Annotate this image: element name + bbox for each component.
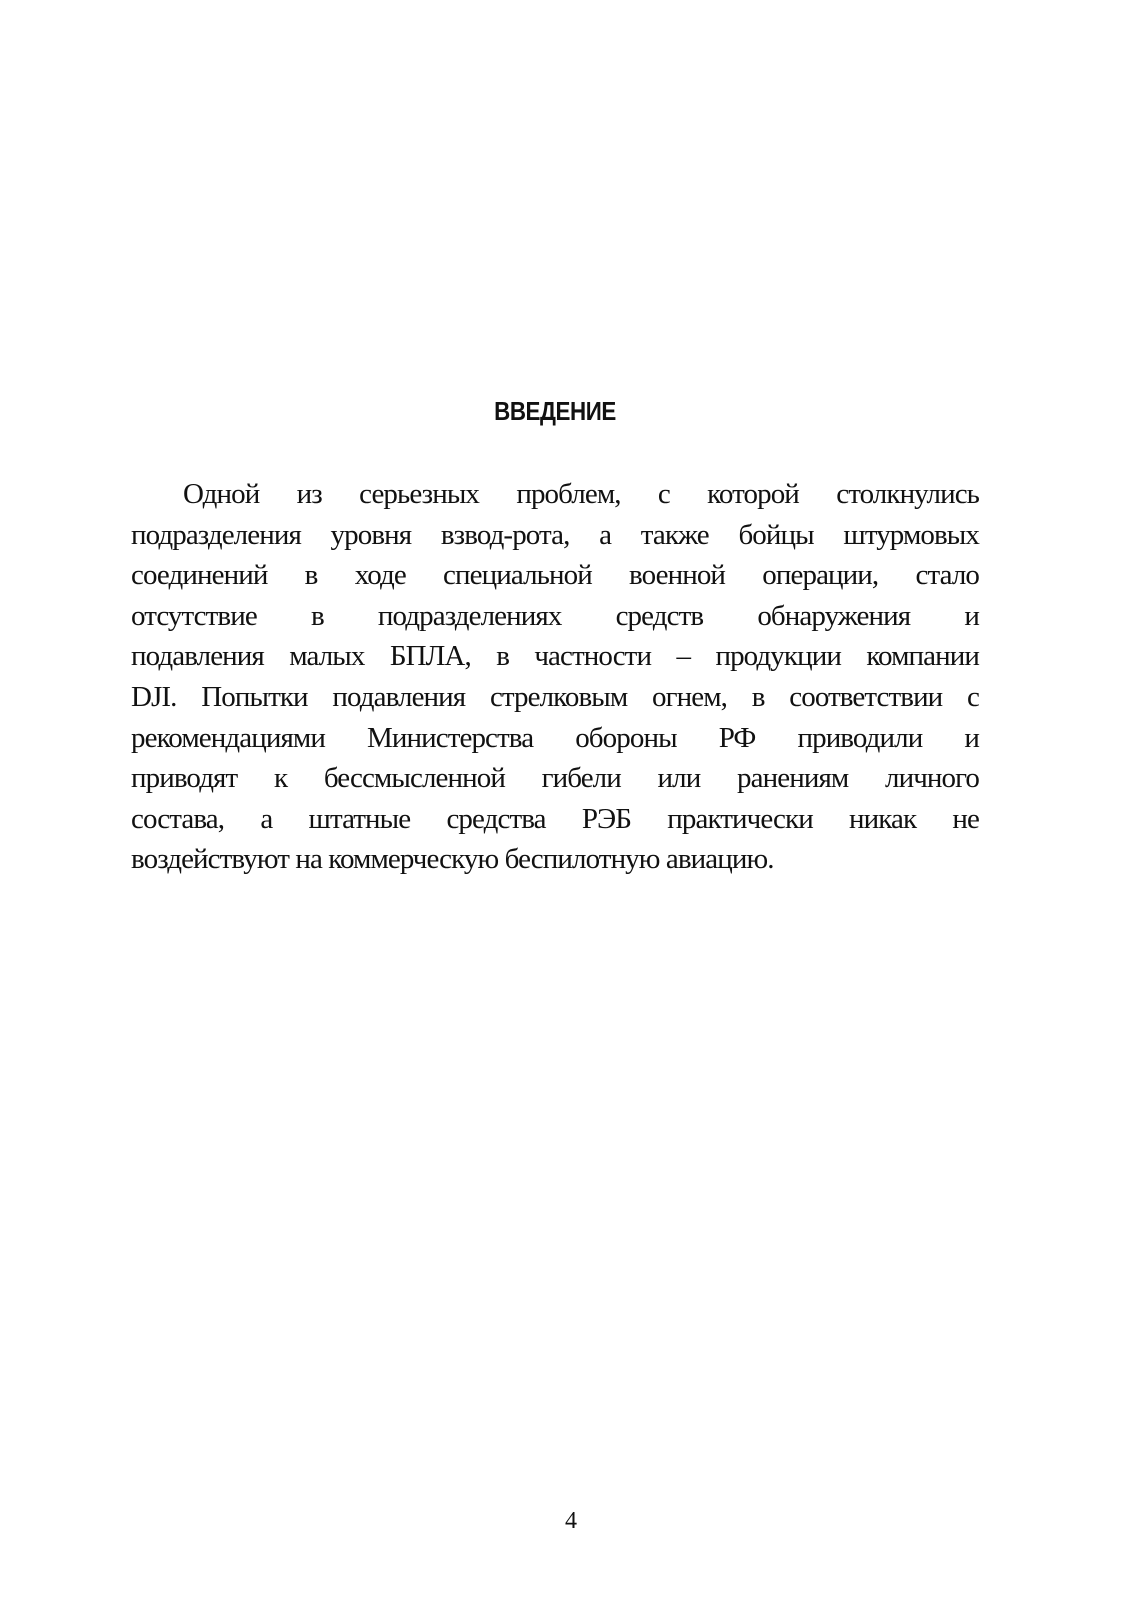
page-number: 4 (565, 1508, 577, 1534)
line-text: отсутствие в подразделениях средств обнаружения и (131, 599, 979, 632)
paragraph-line (131, 839, 979, 880)
line-text: состава, а штатные средства РЭБ практически никак не (131, 802, 979, 835)
paragraph-line (131, 636, 979, 677)
line-text: подразделения уровня взвод-рота, а также бойцы штурмовых (131, 518, 979, 551)
paragraph-line (131, 515, 979, 556)
line-text: Одной из серьезных проблем, с которой столкнулись (183, 478, 979, 510)
line-text: DJI. Попытки подавления стрелковым огнем, в соответствии с (131, 680, 979, 713)
paragraph-line (131, 596, 979, 637)
line-text: соединений в ходе специальной военной операции, стало (131, 559, 979, 592)
paragraph-line (131, 677, 979, 718)
intro-paragraph (131, 474, 979, 880)
paragraph-line (131, 718, 979, 759)
paragraph-line (131, 799, 979, 840)
line-text: приводят к бессмысленной гибели или ранениям личного (131, 762, 979, 795)
line-text: подавления малых БПЛА, в частности – продукции компании (131, 640, 979, 673)
section-title: ВВЕДЕНИЕ (494, 396, 616, 426)
paragraph-line (131, 758, 979, 799)
paragraph-line (131, 474, 979, 515)
line-text: рекомендациями Министерства обороны РФ приводили и (131, 721, 979, 754)
line-text: воздействуют на коммерческую беспилотную авиацию. (131, 843, 774, 876)
paragraph-line (131, 555, 979, 596)
